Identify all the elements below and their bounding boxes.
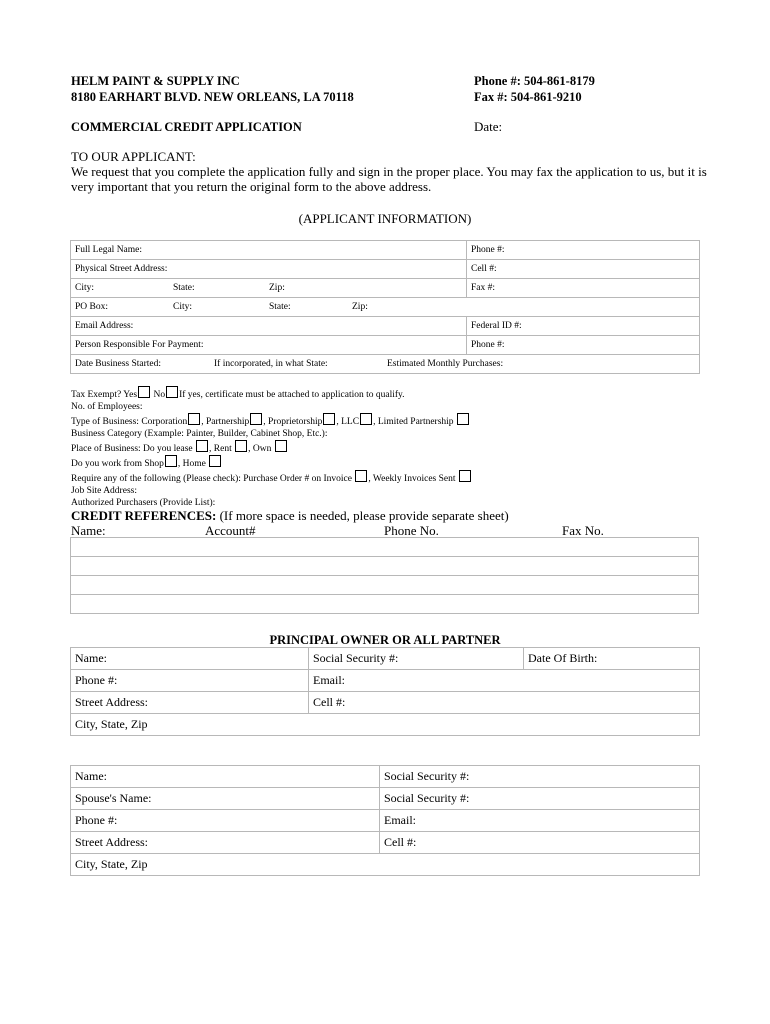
tax-exempt-yes-checkbox[interactable] [138,386,150,398]
shop-checkbox[interactable] [165,455,177,467]
principal-table [70,647,700,736]
zip-label: Zip: [269,283,285,293]
second-owner-table [70,765,700,876]
owner2-city-state-zip-field[interactable] [71,854,700,876]
own-checkbox[interactable] [275,440,287,452]
date-started-label: Date Business Started: [75,359,162,369]
tax-note: If yes, certificate must be attached to application to qualify. [179,390,405,400]
type-of-business-label: Type of Business: Corporation [71,417,188,427]
monthly-purchases-label: Estimated Monthly Purchases: [387,359,504,369]
phone2-label: Phone #: [471,340,505,350]
principal-dob-field[interactable] [524,648,700,670]
credit-reference-row[interactable] [71,557,699,576]
fax-label: Fax #: [471,283,496,293]
credit-reference-row[interactable] [71,595,699,614]
cell-label: Cell #: [471,264,497,274]
po-zip-label: Zip: [352,302,368,312]
tax-exempt-row [71,386,472,401]
purchase-order-checkbox[interactable] [355,470,367,482]
rent-label: , Rent [209,444,232,454]
llc-label: , LLC [336,417,360,427]
intro-line-1: We request that you complete the application fully and sign in the proper place. You may fax the application to us, but it is [71,164,707,179]
email-label: Email Address: [75,321,134,331]
work-from-row [71,455,472,470]
cell-field[interactable] [467,260,700,279]
credit-references-note: (If more space is needed, please provide separate sheet) [216,508,509,523]
job-site-row[interactable] [71,485,472,497]
lease-checkbox[interactable] [196,440,208,452]
principal-cell-label: Cell #: [313,695,346,709]
state-label: State: [173,283,195,293]
partnership-checkbox[interactable] [250,413,262,425]
company-address: 8180 EARHART BLVD. NEW ORLEANS, LA 70118 [71,90,354,104]
credit-reference-row[interactable] [71,576,699,595]
owner2-phone-field[interactable] [71,810,380,832]
owner2-street-field[interactable] [71,832,380,854]
owner2-street-label: Street Address: [75,835,148,849]
llc-checkbox[interactable] [360,413,372,425]
employees-label: No. of Employees: [71,402,143,412]
phone-field[interactable] [467,241,700,260]
owner2-name-field[interactable] [71,766,380,788]
col-name: Name: [71,523,106,538]
employees-row[interactable] [71,401,472,413]
po-state-label: State: [269,302,291,312]
credit-references-table [70,537,699,614]
weekly-invoices-label: , Weekly Invoices Sent [368,474,456,484]
work-from-label: Do you work from Shop [71,459,164,469]
spouse-name-label: Spouse's Name: [75,791,152,805]
principal-street-field[interactable] [71,692,309,714]
principal-ssn-field[interactable] [309,648,524,670]
spouse-ssn-label: Social Security #: [384,791,470,805]
owner2-city-state-zip-label: City, State, Zip [75,857,148,871]
rent-checkbox[interactable] [235,440,247,452]
principal-phone-label: Phone #: [75,673,118,687]
po-city-label: City: [173,302,193,312]
owner2-cell-field[interactable] [380,832,700,854]
require-row [71,470,472,485]
company-name: HELM PAINT & SUPPLY INC [71,74,240,88]
place-of-business-label: Place of Business: Do you lease [71,444,193,454]
owner2-ssn-field[interactable] [380,766,700,788]
proprietorship-label: , Proprietorship [263,417,323,427]
owner2-email-field[interactable] [380,810,700,832]
federal-id-label: Federal ID #: [471,321,522,331]
principal-title: PRINCIPAL OWNER OR ALL PARTNER [269,633,501,647]
own-label: , Own [248,444,272,454]
principal-name-label: Name: [75,651,107,665]
partnership-label: , Partnership [201,417,250,427]
owner2-ssn-label: Social Security #: [384,769,470,783]
weekly-invoices-checkbox[interactable] [459,470,471,482]
full-legal-name-label: Full Legal Name: [75,245,143,255]
phone-label: Phone #: [471,245,505,255]
tax-no-label: No [153,390,166,400]
credit-references-title [71,508,509,524]
applicant-section-title: (APPLICANT INFORMATION) [298,211,472,226]
person-responsible-field[interactable] [71,336,467,355]
col-fax: Fax No. [562,523,604,538]
business-type-row [71,413,472,428]
intro-line-2: very important that you return the original form to the above address. [71,179,432,194]
home-label: , Home [177,459,206,469]
physical-address-label: Physical Street Address: [75,264,168,274]
principal-ssn-label: Social Security #: [313,651,399,665]
col-account: Account# [205,523,256,538]
credit-reference-row[interactable] [71,538,699,557]
authorized-purchasers-label: Authorized Purchasers (Provide List): [71,498,216,508]
fax-field[interactable] [467,279,700,298]
principal-name-field[interactable] [71,648,309,670]
phone2-field[interactable] [467,336,700,355]
company-phone: Phone #: 504-861-8179 [474,74,595,88]
corporation-checkbox[interactable] [188,413,200,425]
owner2-email-label: Email: [384,813,416,827]
physical-address-field[interactable] [71,260,467,279]
incorporated-state-label: If incorporated, in what State: [214,359,328,369]
owner2-phone-label: Phone #: [75,813,118,827]
proprietorship-checkbox[interactable] [323,413,335,425]
credit-references-heading: CREDIT REFERENCES: [71,508,217,523]
tax-exempt-no-checkbox[interactable] [166,386,178,398]
principal-email-field[interactable] [309,670,700,692]
form-title: COMMERCIAL CREDIT APPLICATION [71,120,302,134]
spouse-name-field[interactable] [71,788,380,810]
require-label: Require any of the following (Please check): Purchase Order # on Invoice [71,474,352,484]
po-box-label: PO Box: [75,302,108,312]
business-category-row[interactable] [71,428,472,440]
company-fax: Fax #: 504-861-9210 [474,90,582,104]
principal-street-label: Street Address: [75,695,148,709]
home-checkbox[interactable] [209,455,221,467]
principal-dob-label: Date Of Birth: [528,651,598,665]
full-legal-name-field[interactable] [71,241,467,260]
business-started-field[interactable] [71,355,700,374]
federal-id-field[interactable] [467,317,700,336]
col-phone: Phone No. [384,523,439,538]
applicant-info-table [70,240,700,374]
job-site-label: Job Site Address: [71,486,137,496]
principal-city-state-zip-label: City, State, Zip [75,717,148,731]
place-of-business-row [71,440,472,455]
limited-partnership-label: , Limited Partnership [373,417,454,427]
email-field[interactable] [71,317,467,336]
owner2-name-label: Name: [75,769,107,783]
tax-exempt-label: Tax Exempt? Yes [71,390,138,400]
date-label: Date: [474,119,503,134]
po-box-field[interactable] [71,298,700,317]
city-label: City: [75,283,95,293]
business-details [71,386,472,509]
business-category-label: Business Category (Example: Painter, Builder, Cabinet Shop, Etc.): [71,429,328,439]
spouse-ssn-field[interactable] [380,788,700,810]
principal-phone-field[interactable] [71,670,309,692]
city-state-zip-field[interactable] [71,279,467,298]
limited-partnership-checkbox[interactable] [457,413,469,425]
person-responsible-label: Person Responsible For Payment: [75,340,204,350]
owner2-cell-label: Cell #: [384,835,417,849]
principal-city-state-zip-field[interactable] [71,714,700,736]
principal-cell-field[interactable] [309,692,700,714]
principal-email-label: Email: [313,673,345,687]
intro-salutation: TO OUR APPLICANT: [71,149,196,164]
